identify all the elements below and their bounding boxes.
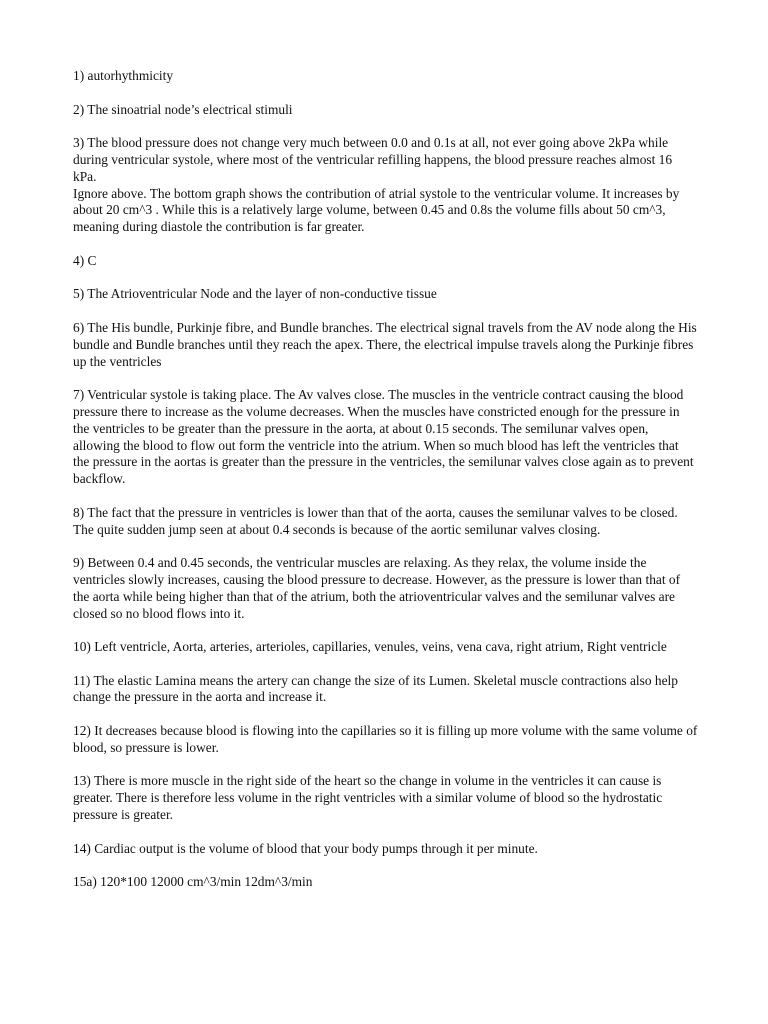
answer-6: 6) The His bundle, Purkinje fibre, and Bundle branches. The electrical signal travels from the AV node along the His bundle and Bundle branches until they reach the apex. There, the electrical impulse travels along the Purkinje fibres up the ventricles: [73, 319, 697, 369]
answer-14: 14) Cardiac output is the volume of blood that your body pumps through it per minute.: [73, 840, 538, 856]
answer-2: 2) The sinoatrial node’s electrical stimuli: [73, 101, 293, 117]
answer-11: 11) The elastic Lamina means the artery can change the size of its Lumen. Skeletal muscle contractions also help change the pressure in the aorta and increase it.: [73, 672, 678, 705]
answer-5: 5) The Atrioventricular Node and the layer of non-conductive tissue: [73, 286, 437, 302]
answer-15a: 15a) 120*100 12000 cm^3/min 12dm^3/min: [73, 874, 313, 890]
answer-9: 9) Between 0.4 and 0.45 seconds, the ventricular muscles are relaxing. As they relax, the volume inside the ventricles slowly increases, causing the blood pressure to decrease. However, as the pressure is lower than that of the aorta while being higher than that of the atrium, both the atrioventricular valves and the semilunar valves are closed so no blood flows into it.: [73, 555, 681, 621]
answer-3: 3) The blood pressure does not change very much between 0.0 and 0.1s at all, not ever going above 2kPa while during ventricular systole, where most of the ventricular refilling happens, the blood pressure reaches almost 16 kPa.: [73, 135, 673, 184]
answer-12: 12) It decreases because blood is flowing into the capillaries so it is filling up more volume with the same volume of blood, so pressure is lower.: [73, 723, 698, 755]
answer-7: 7) Ventricular systole is taking place. The Av valves close. The muscles in the ventricle contract causing the blood pressure there to increase as the volume decreases. When the muscles have constricted enough for the pressure in the ventricles to be greater than the pressure in the aorta, at about 0.15 seconds. The semilunar valves open, allowing the blood to flow out form the ventricle into the atrium. When so much blood has left the ventricles that the pressure in the aortas is greater than the pressure in the ventricles, the semilunar valves close again as to prevent backflow.: [73, 387, 694, 487]
answer-3-revision: Ignore above. The bottom graph shows the contribution of atrial systole to the ventricular volume. It increases by about 20 cm^3 . While this is a relatively large volume, between 0.45 and 0.8s the volume fills about 50 cm^3, meaning during diastole the contribution is far greater.: [73, 185, 680, 235]
answer-4: 4) C: [73, 252, 97, 268]
document-body: [73, 68, 698, 908]
answer-1: 1) autorhythmicity: [73, 68, 174, 83]
answer-13: 13) There is more muscle in the right side of the heart so the change in volume in the ventricles it can cause is greater. There is therefore less volume in the right ventricles with a similar volume of blood so the hydrostatic pressure is greater.: [73, 773, 663, 823]
answer-8: 8) The fact that the pressure in ventricles is lower than that of the aorta, causes the semilunar valves to be closed. The quite sudden jump seen at about 0.4 seconds is because of the aortic semilunar valves closing.: [73, 504, 678, 537]
answer-10: 10) Left ventricle, Aorta, arteries, arterioles, capillaries, venules, veins, vena cava, right atrium, Right ventricle: [73, 639, 667, 655]
